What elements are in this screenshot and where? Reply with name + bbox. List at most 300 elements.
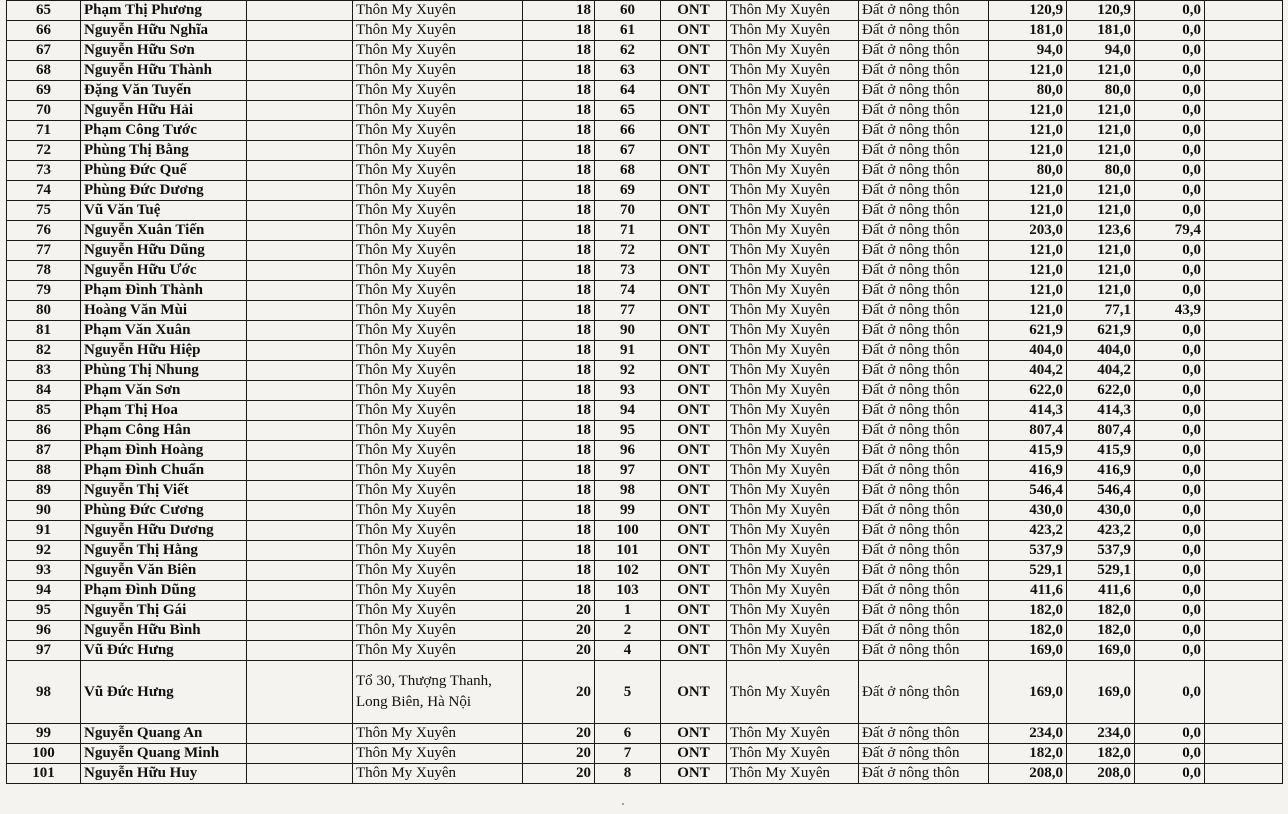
cell-area-total: 121,0: [989, 61, 1067, 81]
cell-owner-name: Phùng Thị Bằng: [81, 141, 247, 161]
table-row: [7, 181, 1283, 201]
cell-parcel-number: 94: [595, 401, 661, 421]
cell-area-a: 807,4: [1067, 421, 1135, 441]
cell-area-a: 123,6: [1067, 221, 1135, 241]
cell-location: Thôn My Xuyên: [727, 221, 859, 241]
table-row: [7, 521, 1283, 541]
cell-extra: [1205, 101, 1283, 121]
cell-purpose: Đất ở nông thôn: [859, 181, 989, 201]
cell-area-b: 0,0: [1135, 724, 1205, 744]
cell-area-a: 414,3: [1067, 401, 1135, 421]
cell-location: Thôn My Xuyên: [727, 1, 859, 21]
cell-blank: [247, 241, 353, 261]
cell-area-a: 169,0: [1067, 661, 1135, 724]
cell-owner-name: Phạm Đình Hoàng: [81, 441, 247, 461]
cell-parcel-number: 100: [595, 521, 661, 541]
cell-purpose: Đất ở nông thôn: [859, 281, 989, 301]
cell-extra: [1205, 1, 1283, 21]
cell-parcel-number: 64: [595, 81, 661, 101]
cell-address: Thôn My Xuyên: [353, 261, 523, 281]
cell-address: Thôn My Xuyên: [353, 744, 523, 764]
cell-stt: 93: [7, 561, 81, 581]
cell-area-total: 807,4: [989, 421, 1067, 441]
table-row: [7, 61, 1283, 81]
cell-blank: [247, 541, 353, 561]
cell-owner-name: Vũ Đức Hưng: [81, 661, 247, 724]
cell-address: Thôn My Xuyên: [353, 41, 523, 61]
cell-location: Thôn My Xuyên: [727, 641, 859, 661]
cell-address: Thôn My Xuyên: [353, 81, 523, 101]
cell-stt: 74: [7, 181, 81, 201]
cell-extra: [1205, 341, 1283, 361]
cell-extra: [1205, 21, 1283, 41]
cell-land-type: ONT: [661, 101, 727, 121]
cell-land-type: ONT: [661, 201, 727, 221]
cell-address: Thôn My Xuyên: [353, 581, 523, 601]
cell-parcel-number: 62: [595, 41, 661, 61]
cell-land-type: ONT: [661, 1, 727, 21]
cell-address: Thôn My Xuyên: [353, 361, 523, 381]
cell-area-total: 234,0: [989, 724, 1067, 744]
cell-land-type: ONT: [661, 421, 727, 441]
cell-area-a: 208,0: [1067, 764, 1135, 784]
cell-purpose: Đất ở nông thôn: [859, 21, 989, 41]
cell-purpose: Đất ở nông thôn: [859, 381, 989, 401]
cell-address: Thôn My Xuyên: [353, 281, 523, 301]
cell-extra: [1205, 81, 1283, 101]
cell-purpose: Đất ở nông thôn: [859, 724, 989, 744]
cell-purpose: Đất ở nông thôn: [859, 661, 989, 724]
cell-owner-name: Phạm Đình Dũng: [81, 581, 247, 601]
cell-blank: [247, 281, 353, 301]
cell-purpose: Đất ở nông thôn: [859, 621, 989, 641]
cell-stt: 100: [7, 744, 81, 764]
cell-stt: 98: [7, 661, 81, 724]
cell-owner-name: Nguyễn Hữu Nghĩa: [81, 21, 247, 41]
land-register-table: [6, 0, 1283, 784]
cell-owner-name: Phạm Văn Xuân: [81, 321, 247, 341]
cell-location: Thôn My Xuyên: [727, 241, 859, 261]
table-row: [7, 541, 1283, 561]
table-row: [7, 581, 1283, 601]
cell-extra: [1205, 521, 1283, 541]
cell-area-b: 0,0: [1135, 101, 1205, 121]
cell-purpose: Đất ở nông thôn: [859, 301, 989, 321]
cell-owner-name: Nguyễn Xuân Tiến: [81, 221, 247, 241]
cell-area-b: 0,0: [1135, 661, 1205, 724]
cell-parcel-number: 60: [595, 1, 661, 21]
cell-area-a: 121,0: [1067, 101, 1135, 121]
cell-blank: [247, 161, 353, 181]
cell-parcel-number: 98: [595, 481, 661, 501]
cell-purpose: Đất ở nông thôn: [859, 361, 989, 381]
cell-land-type: ONT: [661, 181, 727, 201]
cell-map-sheet: 18: [523, 581, 595, 601]
cell-extra: [1205, 41, 1283, 61]
cell-area-a: 181,0: [1067, 21, 1135, 41]
cell-map-sheet: 18: [523, 501, 595, 521]
cell-land-type: ONT: [661, 744, 727, 764]
cell-parcel-number: 103: [595, 581, 661, 601]
cell-location: Thôn My Xuyên: [727, 181, 859, 201]
cell-owner-name: Phạm Đình Chuẩn: [81, 461, 247, 481]
cell-land-type: ONT: [661, 661, 727, 724]
cell-area-total: 423,2: [989, 521, 1067, 541]
cell-area-a: 121,0: [1067, 261, 1135, 281]
table-row: [7, 201, 1283, 221]
cell-map-sheet: 20: [523, 601, 595, 621]
cell-stt: 99: [7, 724, 81, 744]
cell-extra: [1205, 441, 1283, 461]
cell-extra: [1205, 301, 1283, 321]
cell-area-b: 0,0: [1135, 541, 1205, 561]
cell-area-a: 121,0: [1067, 121, 1135, 141]
cell-area-a: 182,0: [1067, 744, 1135, 764]
cell-area-b: 0,0: [1135, 261, 1205, 281]
cell-parcel-number: 6: [595, 724, 661, 744]
cell-area-b: 0,0: [1135, 81, 1205, 101]
cell-map-sheet: 18: [523, 201, 595, 221]
cell-address: Thôn My Xuyên: [353, 61, 523, 81]
table-row: [7, 261, 1283, 281]
cell-location: Thôn My Xuyên: [727, 561, 859, 581]
cell-area-b: 0,0: [1135, 41, 1205, 61]
cell-area-total: 121,0: [989, 201, 1067, 221]
cell-blank: [247, 481, 353, 501]
cell-extra: [1205, 501, 1283, 521]
cell-extra: [1205, 181, 1283, 201]
cell-land-type: ONT: [661, 361, 727, 381]
cell-land-type: ONT: [661, 461, 727, 481]
cell-extra: [1205, 724, 1283, 744]
cell-owner-name: Phùng Đức Cương: [81, 501, 247, 521]
cell-blank: [247, 661, 353, 724]
cell-blank: [247, 21, 353, 41]
cell-location: Thôn My Xuyên: [727, 201, 859, 221]
cell-extra: [1205, 361, 1283, 381]
cell-purpose: Đất ở nông thôn: [859, 221, 989, 241]
cell-blank: [247, 221, 353, 241]
cell-parcel-number: 91: [595, 341, 661, 361]
cell-parcel-number: 97: [595, 461, 661, 481]
cell-area-total: 121,0: [989, 101, 1067, 121]
cell-address: Thôn My Xuyên: [353, 301, 523, 321]
cell-area-b: 0,0: [1135, 141, 1205, 161]
cell-land-type: ONT: [661, 401, 727, 421]
table-row: [7, 21, 1283, 41]
cell-parcel-number: 5: [595, 661, 661, 724]
cell-area-total: 416,9: [989, 461, 1067, 481]
cell-area-b: 0,0: [1135, 764, 1205, 784]
cell-area-b: 0,0: [1135, 501, 1205, 521]
cell-land-type: ONT: [661, 764, 727, 784]
cell-area-b: 0,0: [1135, 181, 1205, 201]
cell-address: Thôn My Xuyên: [353, 461, 523, 481]
cell-stt: 84: [7, 381, 81, 401]
cell-purpose: Đất ở nông thôn: [859, 561, 989, 581]
cell-purpose: Đất ở nông thôn: [859, 744, 989, 764]
cell-parcel-number: 2: [595, 621, 661, 641]
cell-area-b: 0,0: [1135, 161, 1205, 181]
cell-location: Thôn My Xuyên: [727, 21, 859, 41]
cell-location: Thôn My Xuyên: [727, 744, 859, 764]
cell-area-total: 621,9: [989, 321, 1067, 341]
table-row: [7, 121, 1283, 141]
cell-land-type: ONT: [661, 521, 727, 541]
cell-area-b: 0,0: [1135, 321, 1205, 341]
cell-land-type: ONT: [661, 221, 727, 241]
cell-address: Thôn My Xuyên: [353, 101, 523, 121]
table-row: [7, 724, 1283, 744]
cell-purpose: Đất ở nông thôn: [859, 481, 989, 501]
cell-area-a: 404,2: [1067, 361, 1135, 381]
cell-land-type: ONT: [661, 141, 727, 161]
cell-area-b: 0,0: [1135, 521, 1205, 541]
table-row: [7, 81, 1283, 101]
cell-address: Thôn My Xuyên: [353, 641, 523, 661]
cell-purpose: Đất ở nông thôn: [859, 521, 989, 541]
cell-owner-name: Nguyễn Quang Minh: [81, 744, 247, 764]
cell-purpose: Đất ở nông thôn: [859, 641, 989, 661]
cell-stt: 69: [7, 81, 81, 101]
cell-purpose: Đất ở nông thôn: [859, 161, 989, 181]
cell-location: Thôn My Xuyên: [727, 61, 859, 81]
cell-map-sheet: 20: [523, 661, 595, 724]
cell-purpose: Đất ở nông thôn: [859, 101, 989, 121]
cell-stt: 85: [7, 401, 81, 421]
cell-area-total: 182,0: [989, 601, 1067, 621]
cell-extra: [1205, 221, 1283, 241]
table-row: [7, 41, 1283, 61]
cell-map-sheet: 18: [523, 61, 595, 81]
cell-area-total: 430,0: [989, 501, 1067, 521]
cell-blank: [247, 121, 353, 141]
cell-location: Thôn My Xuyên: [727, 621, 859, 641]
cell-blank: [247, 341, 353, 361]
cell-address: Thôn My Xuyên: [353, 121, 523, 141]
cell-owner-name: Đặng Văn Tuyển: [81, 81, 247, 101]
cell-blank: [247, 601, 353, 621]
cell-extra: [1205, 321, 1283, 341]
cell-owner-name: Vũ Văn Tuệ: [81, 201, 247, 221]
cell-map-sheet: 18: [523, 401, 595, 421]
cell-parcel-number: 74: [595, 281, 661, 301]
cell-map-sheet: 20: [523, 724, 595, 744]
cell-address: Thôn My Xuyên: [353, 561, 523, 581]
land-register-sheet: [6, 0, 1282, 784]
cell-area-a: 529,1: [1067, 561, 1135, 581]
cell-blank: [247, 461, 353, 481]
cell-parcel-number: 7: [595, 744, 661, 764]
cell-stt: 101: [7, 764, 81, 784]
table-row: [7, 341, 1283, 361]
cell-extra: [1205, 261, 1283, 281]
cell-purpose: Đất ở nông thôn: [859, 421, 989, 441]
cell-parcel-number: 70: [595, 201, 661, 221]
cell-area-a: 404,0: [1067, 341, 1135, 361]
cell-blank: [247, 641, 353, 661]
cell-area-b: 0,0: [1135, 341, 1205, 361]
cell-stt: 77: [7, 241, 81, 261]
cell-extra: [1205, 641, 1283, 661]
cell-land-type: ONT: [661, 301, 727, 321]
cell-parcel-number: 102: [595, 561, 661, 581]
cell-extra: [1205, 561, 1283, 581]
cell-location: Thôn My Xuyên: [727, 121, 859, 141]
cell-land-type: ONT: [661, 261, 727, 281]
cell-land-type: ONT: [661, 381, 727, 401]
cell-area-b: 0,0: [1135, 641, 1205, 661]
cell-map-sheet: 18: [523, 421, 595, 441]
cell-area-total: 415,9: [989, 441, 1067, 461]
cell-address: Thôn My Xuyên: [353, 401, 523, 421]
cell-area-a: 182,0: [1067, 621, 1135, 641]
cell-owner-name: Phạm Văn Sơn: [81, 381, 247, 401]
cell-owner-name: Phạm Thị Hoa: [81, 401, 247, 421]
cell-stt: 86: [7, 421, 81, 441]
cell-purpose: Đất ở nông thôn: [859, 261, 989, 281]
cell-location: Thôn My Xuyên: [727, 724, 859, 744]
table-row: [7, 301, 1283, 321]
cell-area-total: 537,9: [989, 541, 1067, 561]
cell-area-b: 0,0: [1135, 381, 1205, 401]
cell-area-total: 622,0: [989, 381, 1067, 401]
cell-area-a: 77,1: [1067, 301, 1135, 321]
cell-parcel-number: 99: [595, 501, 661, 521]
cell-map-sheet: 18: [523, 181, 595, 201]
cell-extra: [1205, 161, 1283, 181]
cell-address: Thôn My Xuyên: [353, 521, 523, 541]
cell-parcel-number: 68: [595, 161, 661, 181]
cell-owner-name: Nguyễn Hữu Huy: [81, 764, 247, 784]
table-row: [7, 221, 1283, 241]
cell-purpose: Đất ở nông thôn: [859, 321, 989, 341]
cell-parcel-number: 8: [595, 764, 661, 784]
cell-parcel-number: 1: [595, 601, 661, 621]
cell-purpose: Đất ở nông thôn: [859, 141, 989, 161]
cell-address: Thôn My Xuyên: [353, 601, 523, 621]
cell-stt: 79: [7, 281, 81, 301]
table-row: [7, 641, 1283, 661]
table-row: [7, 441, 1283, 461]
cell-owner-name: Phạm Thị Phương: [81, 1, 247, 21]
cell-stt: 80: [7, 301, 81, 321]
cell-location: Thôn My Xuyên: [727, 301, 859, 321]
cell-address: Thôn My Xuyên: [353, 1, 523, 21]
cell-location: Thôn My Xuyên: [727, 141, 859, 161]
cell-stt: 92: [7, 541, 81, 561]
cell-blank: [247, 581, 353, 601]
cell-land-type: ONT: [661, 161, 727, 181]
cell-area-a: 546,4: [1067, 481, 1135, 501]
cell-area-total: 121,0: [989, 261, 1067, 281]
cell-owner-name: Nguyễn Quang An: [81, 724, 247, 744]
cell-area-b: 0,0: [1135, 21, 1205, 41]
cell-stt: 72: [7, 141, 81, 161]
cell-map-sheet: 18: [523, 341, 595, 361]
cell-parcel-number: 72: [595, 241, 661, 261]
cell-stt: 96: [7, 621, 81, 641]
cell-location: Thôn My Xuyên: [727, 581, 859, 601]
cell-stt: 65: [7, 1, 81, 21]
cell-area-a: 121,0: [1067, 61, 1135, 81]
cell-area-a: 423,2: [1067, 521, 1135, 541]
table-row: [7, 501, 1283, 521]
cell-blank: [247, 181, 353, 201]
cell-purpose: Đất ở nông thôn: [859, 61, 989, 81]
cell-location: Thôn My Xuyên: [727, 281, 859, 301]
table-row: [7, 421, 1283, 441]
cell-parcel-number: 4: [595, 641, 661, 661]
cell-map-sheet: 18: [523, 81, 595, 101]
cell-land-type: ONT: [661, 481, 727, 501]
cell-blank: [247, 501, 353, 521]
cell-address: Thôn My Xuyên: [353, 501, 523, 521]
cell-area-a: 121,0: [1067, 141, 1135, 161]
cell-area-b: 0,0: [1135, 401, 1205, 421]
cell-area-total: 182,0: [989, 621, 1067, 641]
cell-address: Thôn My Xuyên: [353, 541, 523, 561]
cell-area-total: 182,0: [989, 744, 1067, 764]
cell-extra: [1205, 661, 1283, 724]
cell-blank: [247, 401, 353, 421]
cell-map-sheet: 18: [523, 161, 595, 181]
cell-purpose: Đất ở nông thôn: [859, 601, 989, 621]
cell-area-b: 0,0: [1135, 461, 1205, 481]
cell-area-total: 546,4: [989, 481, 1067, 501]
cell-land-type: ONT: [661, 561, 727, 581]
cell-extra: [1205, 764, 1283, 784]
cell-purpose: Đất ở nông thôn: [859, 461, 989, 481]
cell-address: Thôn My Xuyên: [353, 221, 523, 241]
cell-land-type: ONT: [661, 321, 727, 341]
cell-area-total: 80,0: [989, 81, 1067, 101]
cell-owner-name: Phùng Đức Quế: [81, 161, 247, 181]
cell-blank: [247, 301, 353, 321]
cell-map-sheet: 18: [523, 261, 595, 281]
cell-address: Thôn My Xuyên: [353, 341, 523, 361]
cell-location: Thôn My Xuyên: [727, 521, 859, 541]
cell-blank: [247, 561, 353, 581]
cell-area-b: 0,0: [1135, 744, 1205, 764]
cell-area-a: 622,0: [1067, 381, 1135, 401]
cell-blank: [247, 521, 353, 541]
cell-purpose: Đất ở nông thôn: [859, 401, 989, 421]
cell-parcel-number: 71: [595, 221, 661, 241]
cell-land-type: ONT: [661, 341, 727, 361]
cell-area-total: 169,0: [989, 641, 1067, 661]
cell-extra: [1205, 541, 1283, 561]
cell-address: Thôn My Xuyên: [353, 161, 523, 181]
cell-area-a: 80,0: [1067, 81, 1135, 101]
cell-purpose: Đất ở nông thôn: [859, 201, 989, 221]
cell-area-total: 121,0: [989, 121, 1067, 141]
table-row: [7, 481, 1283, 501]
cell-land-type: ONT: [661, 621, 727, 641]
cell-extra: [1205, 61, 1283, 81]
cell-map-sheet: 18: [523, 461, 595, 481]
cell-stt: 68: [7, 61, 81, 81]
cell-extra: [1205, 281, 1283, 301]
cell-stt: 78: [7, 261, 81, 281]
cell-stt: 88: [7, 461, 81, 481]
cell-owner-name: Phùng Đức Dương: [81, 181, 247, 201]
cell-stt: 87: [7, 441, 81, 461]
cell-area-b: 0,0: [1135, 481, 1205, 501]
cell-area-b: 0,0: [1135, 421, 1205, 441]
cell-land-type: ONT: [661, 724, 727, 744]
table-body: [7, 1, 1283, 784]
